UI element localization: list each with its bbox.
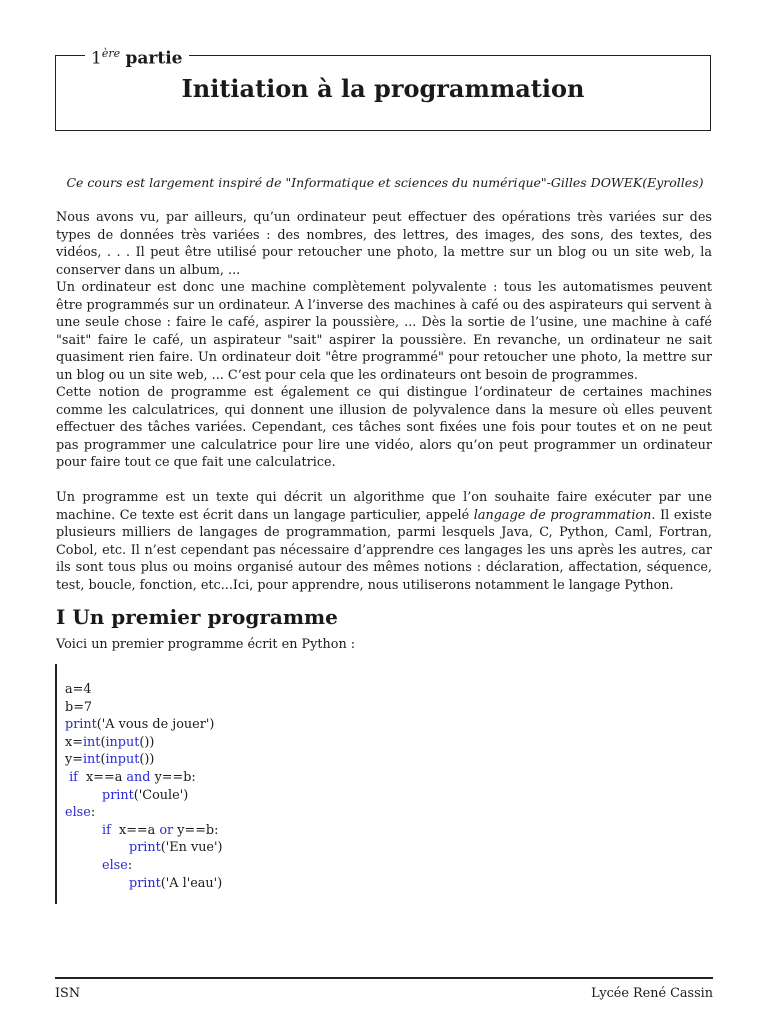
code-text: ( xyxy=(100,752,106,768)
code-text: ()) xyxy=(139,752,155,768)
intro-note: Ce cours est largement inspiré de "Informatique et sciences du numérique"-Gilles DOWEK(Eyrolles) xyxy=(66,175,704,190)
code-keyword: input xyxy=(105,752,140,768)
part-heading xyxy=(85,43,189,70)
code-text: ('A vous de jouer') xyxy=(96,717,215,733)
code-keyword: print xyxy=(129,840,161,856)
footer-course: ISN xyxy=(55,986,81,1001)
footer-school: Lycée René Cassin xyxy=(591,986,713,1001)
code-text: ( xyxy=(100,734,106,750)
paragraph: Un ordinateur est donc une machine complètement polyvalente : tous les automatismes peuvent être programmés sur un ordinateur. A l’inverse des machines à café ou des aspirateurs qui servent à une seule chose : faire le café, aspirer la poussière, ... Dès la sortie de l’usine, une machine à café "sait" faire le café, un aspirateur "sait" aspirer la poussière. En revanche, un ordinateur ne sait quasiment rien faire. Un ordinateur doit "être programmé" pour retoucher une photo, la mettre sur un blog ou un site web, ... C’est pour cela que les ordinateurs ont besoin de programmes. xyxy=(56,280,712,383)
part-word: partie xyxy=(125,48,183,69)
code-text: y= xyxy=(65,752,83,768)
part-superscript: ère xyxy=(101,47,121,60)
intro-paragraphs xyxy=(56,209,712,472)
code-line xyxy=(65,716,715,734)
section-lead: Voici un premier programme écrit en Python : xyxy=(56,637,356,652)
code-text: x= xyxy=(65,734,83,750)
code-line: a=4 xyxy=(65,682,92,697)
code-text: ('En vue') xyxy=(160,840,223,856)
code-line xyxy=(65,804,715,822)
code-text: ()) xyxy=(139,734,155,750)
code-keyword: input xyxy=(105,734,140,750)
code-text: ('A l'eau') xyxy=(160,875,223,891)
code-line xyxy=(65,822,715,840)
code-keyword: print xyxy=(102,787,134,803)
code-text: y==b: xyxy=(150,769,196,785)
code-line xyxy=(65,875,715,893)
paragraph-text: . Il existe plusieurs milliers de langages de programmation, parmi lesquels Java, C, Python, Caml, Fortran, Cobol, etc. Il n’est cependant pas nécessaire d’apprendre ces langages les uns après les autres, car ils sont tous plus ou moins organisé autour des mêmes notions : déclaration, affectation, séquence, test, boucle, fonction, etc...Ici, pour apprendre, nous utiliserons notamment le langage Python. xyxy=(56,507,712,593)
code-line xyxy=(65,857,715,875)
code-line xyxy=(65,751,715,769)
code-keyword: print xyxy=(65,717,97,733)
code-keyword: else xyxy=(102,857,128,873)
code-text: : xyxy=(90,805,96,821)
code-keyword: int xyxy=(82,752,101,768)
paragraph-text: Un programme est un texte qui décrit un algorithme que l’on souhaite faire exécuter par une machine. Ce texte est écrit dans un langage particulier, appelé xyxy=(56,490,712,523)
section-title: I Un premier programme xyxy=(56,605,338,629)
code-text: x==a xyxy=(110,822,160,838)
code-line xyxy=(65,769,715,787)
code-text: x==a xyxy=(77,769,127,785)
code-keyword: else xyxy=(65,805,91,821)
code-keyword: or xyxy=(159,822,174,838)
code-keyword: if xyxy=(69,769,78,785)
code-line xyxy=(65,734,715,752)
paragraph: Nous avons vu, par ailleurs, qu’un ordinateur peut effectuer des opérations très variées sur des types de données très variées : des nombres, des lettres, des images, des sons, des textes, des vidéos, . . . Il peut être utilisé pour retoucher une photo, la mettre sur un blog ou un site web, la conserver dans un album, ... xyxy=(56,210,712,278)
code-keyword: if xyxy=(102,822,111,838)
code-listing xyxy=(55,664,715,904)
code-text: : xyxy=(127,857,133,873)
paragraph xyxy=(56,489,712,594)
footer-divider xyxy=(55,977,713,979)
page-title: Initiation à la programmation xyxy=(181,74,585,103)
code-line xyxy=(65,839,715,857)
part-number: 1 xyxy=(91,48,102,69)
code-text: ('Coule') xyxy=(133,787,189,803)
paragraph: Cette notion de programme est également ce qui distingue l’ordinateur de certaines machines comme les calculatrices, qui donnent une illusion de polyvalence dans la mesure où elles peuvent effectuer des tâches variées. Cependant, ces tâches sont fixées une fois pour toutes et on ne peut pas programmer une calculatrice pour lire une vidéo, alors qu’on peut programmer un ordinateur pour faire tout ce que fait une calculatrice. xyxy=(56,385,712,470)
code-text: y==b: xyxy=(173,822,219,838)
code-line: b=7 xyxy=(65,699,93,715)
emphasis-term: langage de programmation xyxy=(473,507,652,523)
code-line xyxy=(65,787,715,805)
code-keyword: int xyxy=(82,734,101,750)
code-keyword: and xyxy=(126,769,151,785)
program-paragraph xyxy=(56,489,712,594)
code-keyword: print xyxy=(129,875,161,891)
